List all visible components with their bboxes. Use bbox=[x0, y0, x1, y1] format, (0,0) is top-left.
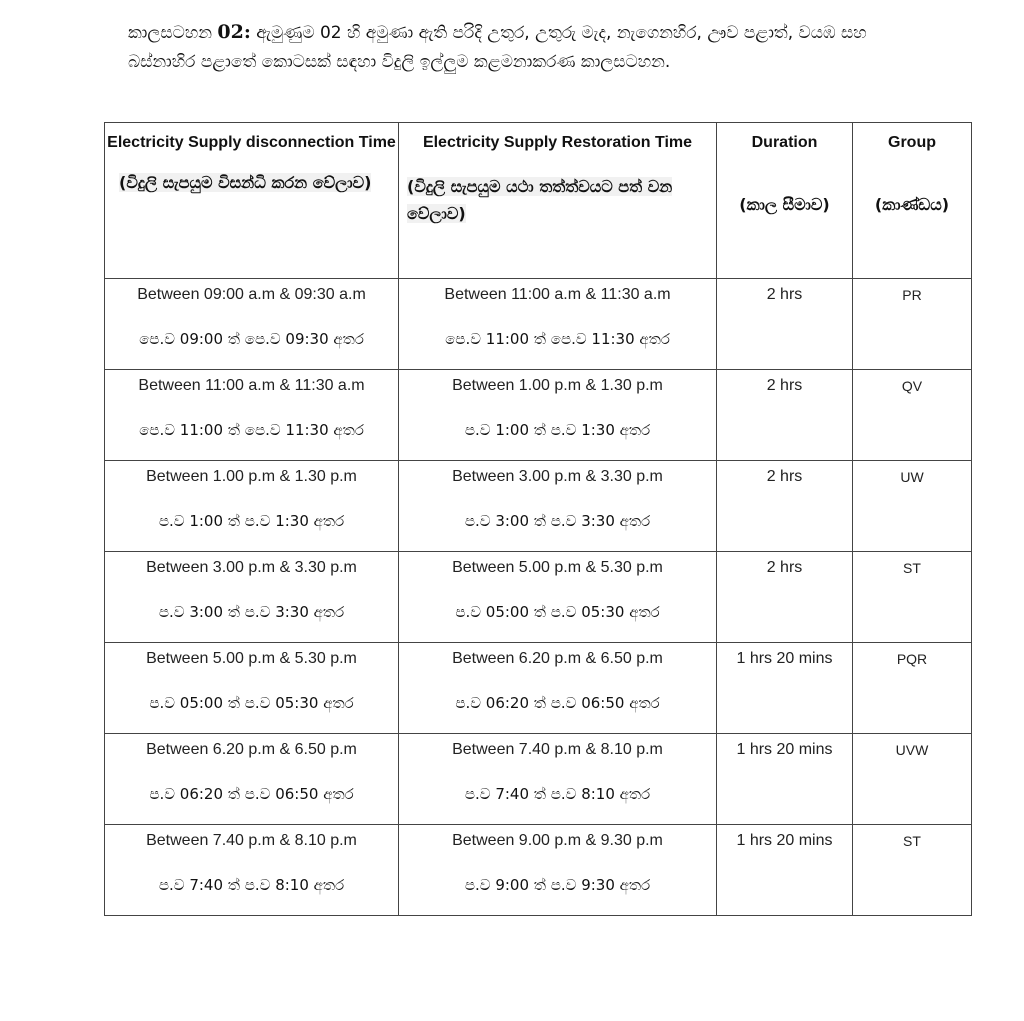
disconnection-cell: Between 1.00 p.m & 1.30 p.m ප.ව 1:00 ත් ප.ව 1:30 අතර bbox=[105, 461, 399, 552]
duration-cell: 2 hrs bbox=[717, 552, 853, 643]
disconnection-cell: Between 11:00 a.m & 11:30 a.m පෙ.ව 11:00 ත් පෙ.ව 11:30 අතර bbox=[105, 370, 399, 461]
restoration-cell: Between 1.00 p.m & 1.30 p.m ප.ව 1:00 ත් ප.ව 1:30 අතර bbox=[399, 370, 717, 461]
group-cell: ST bbox=[853, 825, 972, 916]
table-row bbox=[105, 734, 972, 825]
restoration-cell: Between 11:00 a.m & 11:30 a.m පෙ.ව 11:00 ත් පෙ.ව 11:30 අතර bbox=[399, 279, 717, 370]
duration-cell: 1 hrs 20 mins bbox=[717, 643, 853, 734]
group-cell: PQR bbox=[853, 643, 972, 734]
restoration-cell: Between 9.00 p.m & 9.30 p.m ප.ව 9:00 ත් ප.ව 9:30 අතර bbox=[399, 825, 717, 916]
header-group-en: Group bbox=[888, 134, 936, 151]
duration-cell: 1 hrs 20 mins bbox=[717, 825, 853, 916]
header-disconnection-time bbox=[105, 123, 399, 279]
table-row bbox=[105, 825, 972, 916]
duration-cell: 1 hrs 20 mins bbox=[717, 734, 853, 825]
intro-text: ඇමුණුම 02 හි අමුණා ඇති පරිදි උතුර, උතුරු මැද, නැගෙනහිර, ඌව පළාත්, වයඹ සහ බස්නාහිර පළාතේ කොටසක් සඳහා විදුලි ඉල්ලුම කළමනාකරණ කාලසටහන. bbox=[128, 23, 867, 72]
group-cell: QV bbox=[853, 370, 972, 461]
header-duration-en: Duration bbox=[751, 134, 818, 151]
table-header-row bbox=[105, 123, 972, 279]
power-cut-schedule-table bbox=[104, 122, 972, 916]
disconnection-cell: Between 3.00 p.m & 3.30 p.m ප.ව 3:00 ත් ප.ව 3:30 අතර bbox=[105, 552, 399, 643]
schedule-code: 02: bbox=[217, 21, 251, 43]
table-row bbox=[105, 461, 972, 552]
restoration-cell: Between 5.00 p.m & 5.30 p.m ප.ව 05:00 ත් ප.ව 05:30 අතර bbox=[399, 552, 717, 643]
duration-cell: 2 hrs bbox=[717, 461, 853, 552]
duration-cell: 2 hrs bbox=[717, 370, 853, 461]
header-duration bbox=[717, 123, 853, 279]
group-cell: UW bbox=[853, 461, 972, 552]
table-row bbox=[105, 279, 972, 370]
intro-paragraph bbox=[128, 18, 918, 77]
disconnection-cell: Between 7.40 p.m & 8.10 p.m ප.ව 7:40 ත් ප.ව 8:10 අතර bbox=[105, 825, 399, 916]
disconnection-cell: Between 09:00 a.m & 09:30 a.m පෙ.ව 09:00 ත් පෙ.ව 09:30 අතර bbox=[105, 279, 399, 370]
header-restoration-si: (විදුලි සැපයුම යථා තත්ත්වයට පත් වන වේලාව) bbox=[407, 177, 673, 223]
header-disconnection-en: Electricity Supply disconnection Time bbox=[107, 134, 396, 151]
table-row bbox=[105, 552, 972, 643]
table-row bbox=[105, 370, 972, 461]
intro-lead: කාලසටහන bbox=[128, 23, 218, 43]
header-restoration-time bbox=[399, 123, 717, 279]
group-cell: UVW bbox=[853, 734, 972, 825]
group-cell: ST bbox=[853, 552, 972, 643]
header-restoration-en: Electricity Supply Restoration Time bbox=[422, 134, 693, 151]
restoration-cell: Between 3.00 p.m & 3.30 p.m ප.ව 3:00 ත් ප.ව 3:30 අතර bbox=[399, 461, 717, 552]
header-disconnection-si: (විදුලි සැපයුම විසන්ධි කරන වේලාව) bbox=[119, 173, 372, 192]
restoration-cell: Between 6.20 p.m & 6.50 p.m ප.ව 06:20 ත් ප.ව 06:50 අතර bbox=[399, 643, 717, 734]
table-row bbox=[105, 643, 972, 734]
disconnection-cell: Between 6.20 p.m & 6.50 p.m ප.ව 06:20 ත් ප.ව 06:50 අතර bbox=[105, 734, 399, 825]
restoration-cell: Between 7.40 p.m & 8.10 p.m ප.ව 7:40 ත් ප.ව 8:10 අතර bbox=[399, 734, 717, 825]
duration-cell: 2 hrs bbox=[717, 279, 853, 370]
header-group-si: (කාණ්ඩය) bbox=[874, 195, 950, 214]
group-cell: PR bbox=[853, 279, 972, 370]
header-group bbox=[853, 123, 972, 279]
header-duration-si: (කාල සීමාව) bbox=[739, 195, 830, 214]
disconnection-cell: Between 5.00 p.m & 5.30 p.m ප.ව 05:00 ත් ප.ව 05:30 අතර bbox=[105, 643, 399, 734]
